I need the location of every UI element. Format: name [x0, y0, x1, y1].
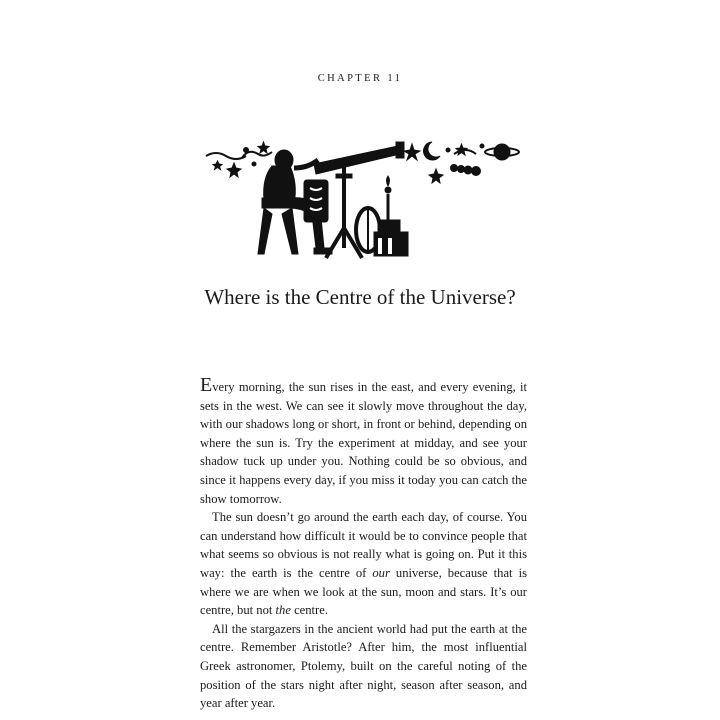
drop-cap: E	[200, 374, 213, 396]
emphasis-the: the	[275, 603, 291, 618]
paragraph-2-text-b: universe, because that is where we are when we look at the sun, moon and stars. It’s our centre, but not	[200, 565, 527, 618]
paragraph-2	[200, 508, 527, 620]
paragraph-2-text-a: The sun doesn’t go around the earth each day, of course. You can understand how difficult it would be to convince people that what seems so obvious is not really what is going on. Put it this way: the earth is the centre of	[200, 510, 527, 580]
astronomer-with-telescope-illustration	[202, 138, 524, 266]
chapter-label: CHAPTER 11	[317, 73, 403, 84]
paragraph-1	[200, 374, 527, 508]
emphasis-our: our	[372, 565, 390, 580]
paragraph-1-text: very morning, the sun rises in the east, and every evening, it sets in the west. We can see it slowly move throughout the day, with our shadows long or short, in front or behind, depending on where the sun is. Try the experiment at midday, and see your shadow tuck up under you. Nothing could be so obvious, and since it happens every day, if you miss it today you can catch the show tomorrow.	[200, 380, 527, 506]
paragraph-2-text-c: centre.	[290, 603, 328, 618]
chapter-title: Where is the Centre of the Universe?	[204, 285, 516, 309]
body-text	[200, 374, 527, 713]
paragraph-3: All the stargazers in the ancient world had put the earth at the centre. Remember Aristotle? After him, the most influential Greek astronomer, Ptolemy, built on the careful noting of the position of the stars night after night, season after season, and year after year.	[200, 621, 527, 711]
